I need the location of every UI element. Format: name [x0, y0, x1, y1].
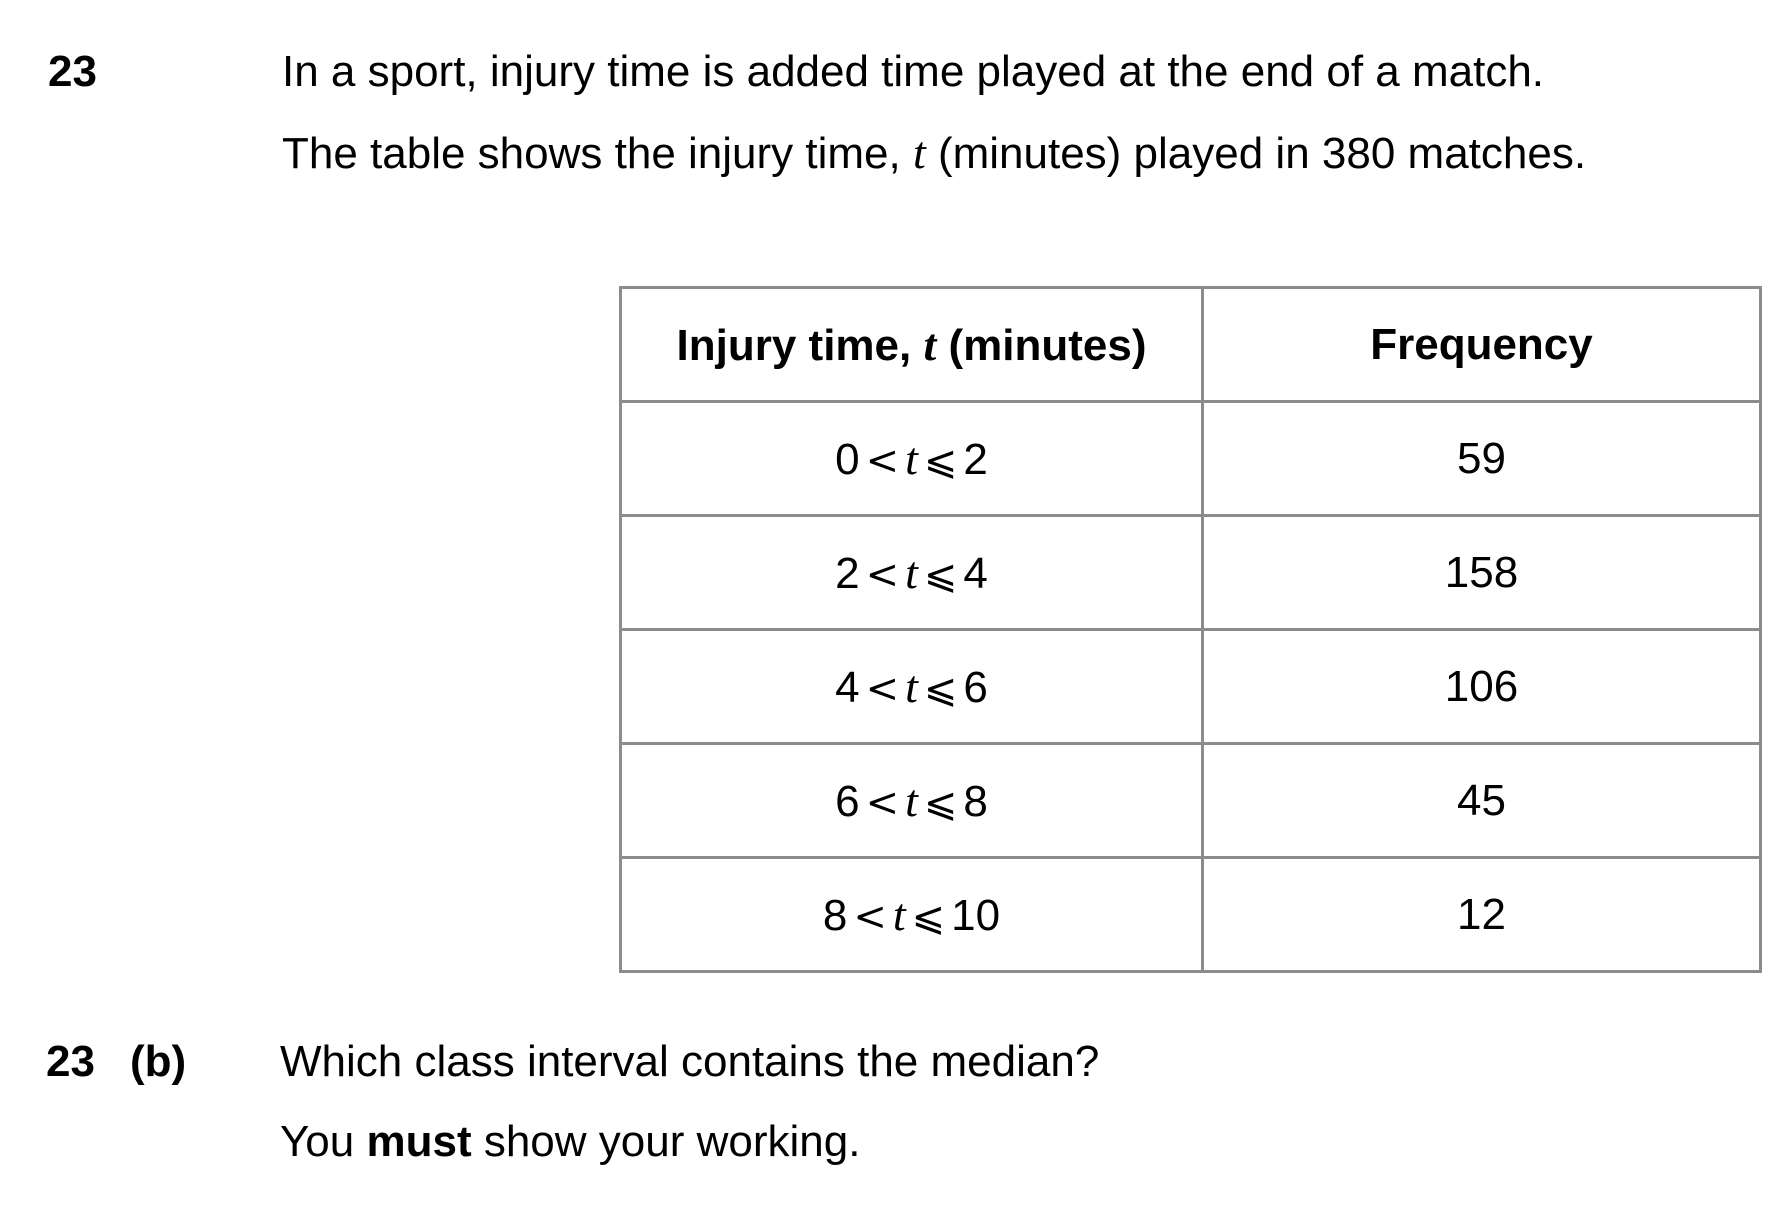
class-interval-cell — [621, 402, 1203, 516]
frequency-cell: 45 — [1203, 744, 1761, 858]
table-row — [621, 858, 1761, 972]
less-than-or-equal-sign: ⩽ — [923, 666, 958, 712]
less-than-or-equal-sign: ⩽ — [923, 438, 958, 484]
part-b-question: Which class interval contains the median? — [280, 1037, 1100, 1086]
less-than-or-equal-sign: ⩽ — [923, 780, 958, 826]
less-than-sign: < — [865, 780, 900, 826]
less-than-or-equal-sign: ⩽ — [923, 552, 958, 598]
header-text-after: (minutes) — [936, 321, 1147, 370]
instruction-emphasis: must — [366, 1117, 472, 1166]
interval-upper-bound: 8 — [963, 777, 988, 826]
frequency-cell: 106 — [1203, 630, 1761, 744]
class-interval-cell — [621, 630, 1203, 744]
table-header-row — [621, 288, 1761, 402]
interval-variable-t: t — [905, 433, 918, 484]
interval-upper-bound: 2 — [963, 435, 988, 484]
interval-variable-t: t — [905, 661, 918, 712]
interval-variable-t: t — [905, 775, 918, 826]
interval-lower-bound: 8 — [822, 891, 848, 940]
interval-lower-bound: 2 — [835, 549, 860, 598]
instruction-text-after: show your working. — [471, 1117, 861, 1166]
frequency-cell: 12 — [1203, 858, 1761, 972]
interval-variable-t: t — [905, 547, 918, 598]
table-row — [621, 630, 1761, 744]
less-than-sign: < — [865, 438, 900, 484]
frequency-cell: 59 — [1203, 402, 1761, 516]
interval-upper-bound: 6 — [963, 663, 988, 712]
less-than-sign: < — [865, 666, 900, 712]
intro-text-after: (minutes) played in 380 matches. — [925, 129, 1587, 178]
part-b-number: 23 — [46, 1037, 95, 1086]
intro-text-before: The table shows the injury time, — [282, 129, 913, 178]
header-text-before: Injury time, — [676, 321, 924, 370]
less-than-sign: < — [853, 894, 887, 940]
interval-lower-bound: 0 — [835, 435, 860, 484]
class-interval — [835, 432, 988, 485]
table-row — [621, 402, 1761, 516]
header-variable-t: t — [923, 319, 937, 370]
interval-variable-t: t — [892, 889, 906, 940]
class-interval-cell — [621, 516, 1203, 630]
class-interval — [835, 546, 988, 599]
class-interval-cell — [621, 858, 1203, 972]
interval-upper-bound: 4 — [963, 549, 988, 598]
class-interval — [823, 888, 1000, 941]
interval-lower-bound: 4 — [835, 663, 860, 712]
less-than-sign: < — [865, 552, 900, 598]
variable-t: t — [912, 127, 926, 178]
table-row — [621, 744, 1761, 858]
part-b-label: (b) — [130, 1037, 187, 1086]
interval-lower-bound: 6 — [835, 777, 860, 826]
less-than-or-equal-sign: ⩽ — [911, 894, 946, 940]
question-number: 23 — [48, 47, 97, 96]
header-injury-time — [621, 288, 1203, 402]
table-row — [621, 516, 1761, 630]
header-frequency: Frequency — [1203, 288, 1761, 402]
class-interval — [835, 774, 988, 827]
interval-upper-bound: 10 — [951, 891, 1001, 940]
instruction-text-before: You — [280, 1117, 367, 1166]
question-intro-line-2 — [282, 127, 1587, 178]
part-b-instruction — [280, 1117, 861, 1166]
question-intro-line-1: In a sport, injury time is added time played at the end of a match. — [282, 47, 1545, 96]
injury-time-frequency-table — [619, 286, 1762, 973]
frequency-cell: 158 — [1203, 516, 1761, 630]
class-interval-cell — [621, 744, 1203, 858]
class-interval — [835, 660, 988, 713]
